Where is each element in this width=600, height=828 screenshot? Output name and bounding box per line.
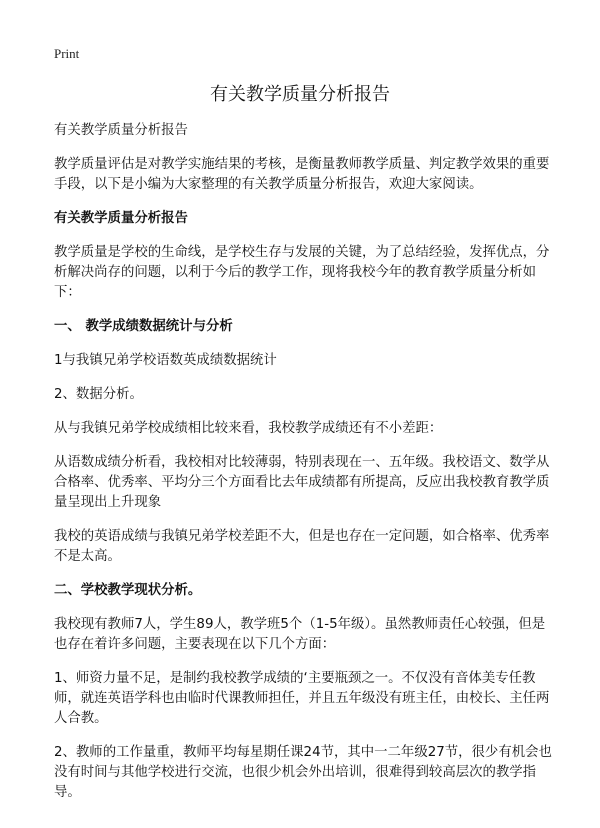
- paragraph-item-2: 2、数据分析。: [54, 387, 143, 402]
- paragraph-intro: 教学质量评估是对教学实施结果的考核，是衡量教师教学质量、判定教学效果的重要手段，以下是小编为大家整理的有关教学质量分析报告，欢迎大家阅读。: [54, 157, 550, 192]
- section-heading: 有关教学质量分析报告: [54, 211, 188, 226]
- paragraph-issue-2: 2、教师的工作量重，教师平均每星期任课24节，其中一二年级27节，很少有机会也没有时间与其他学校进行交流，也很少机会外出培训，很难得到较高层次的教学指导。: [54, 745, 552, 800]
- section-heading-1: 一、 教学成绩数据统计与分析: [54, 319, 233, 334]
- paragraph-chinese-math: 从语数成绩分析看，我校相对比较薄弱，特别表现在一、五年级。我校语文、数学从合格率、优秀率、平均分三个方面看比去年成绩都有所提高，反应出我校教育教学质量呈现出上升现象: [54, 455, 550, 510]
- section-heading-2: 二、学校教学现状分析。: [54, 583, 202, 598]
- paragraph-subtitle: 有关教学质量分析报告: [54, 123, 188, 138]
- paragraph-overview: 教学质量是学校的生命线，是学校生存与发展的关键，为了总结经验，发挥优点，分析解决尚存的问题，以利于今后的教学工作，现将我校今年的教育教学质量分析如下：: [54, 245, 550, 300]
- document-title: 有关教学质量分析报告: [210, 84, 390, 105]
- paragraph-comparison: 从与我镇兄弟学校成绩相比较来看，我校教学成绩还有不小差距：: [54, 421, 443, 436]
- document-body: [54, 121, 554, 817]
- print-link[interactable]: Print: [54, 46, 80, 61]
- paragraph-english: 我校的英语成绩与我镇兄弟学校差距不大，但是也存在一定问题，如合格率、优秀率不是太高。: [54, 529, 550, 564]
- paragraph-staff: 我校现有教师7人，学生89人，教学班5个（1-5年级）。虽然教师责任心较强，但是也存在着许多问题，主要表现在以下几个方面：: [54, 617, 546, 652]
- paragraph-issue-1: 1、师资力量不足，是制约我校教学成绩的‘主要瓶颈之一。不仅没有音体美专任教师，就连英语学科也由临时代课教师担任，并且五年级没有班主任，由校长、主任两人合教。: [54, 671, 550, 726]
- paragraph-item-1: 1与我镇兄弟学校语数英成绩数据统计: [54, 353, 277, 368]
